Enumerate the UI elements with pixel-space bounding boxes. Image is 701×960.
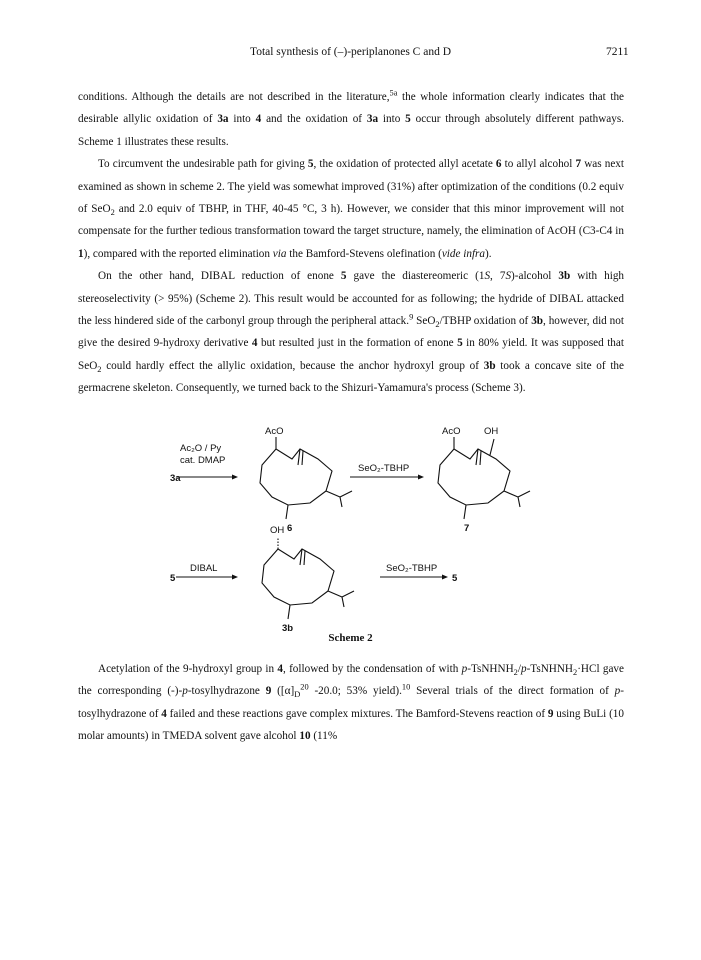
substituent-label: OH (270, 525, 285, 536)
paragraph-3: On the other hand, DIBAL reduction of enone 5 gave the diastereomeric (1S, 7S)-alcohol 3b with high stereoselectivity (> 95%) (Scheme 2). This result would be accounted for as following; the hydride of DIBAL attacked the less hindered side of the carbonyl group through the peripheral attack.$^9$ SeO$_2$/TBHP oxidation of 3b, however, did not give the desired 9-hydroxy derivative 4 but resulted just in the formation of enone 5 in 80% yield. It was supposed that SeO$_2$ could hardly effect the allylic oxidation, because the anchor hydroxyl group of 3b took a concave site of the germacrene skeleton. Consequently, we turned back to the Shizuri-Yamamura's process (Scheme 3). (78, 270, 625, 395)
compound-ref: 9 (265, 685, 272, 698)
page-number: 7211 (606, 46, 629, 58)
body-text (78, 86, 624, 400)
paragraph-2: To circumvent the undesirable path for giving 5, the oxidation of protected allyl acetate 6 to allyl alcohol 7 was next examined as shown in scheme 2. The yield was somewhat improved (31%) after optimization of the conditions (0.2 equiv of SeO$_2$ and 2.0 equiv of TBHP, in THF, 40-45 °C, 3 h). However, we consider that this minor improvement will not compensate for the further tedious transformation toward the target structure, namely, the elimination of AcOH (C3-C4 in 1), compared with the reported elimination via the Bamford-Stevens olefination (vide infra). (78, 158, 624, 260)
arrow-head (232, 575, 238, 580)
compound-ref: 5 (405, 113, 411, 126)
reaction-scheme (150, 419, 600, 649)
starting-compound-label: 5 (170, 573, 176, 584)
compound-ref: 3a (366, 113, 379, 126)
compound-ref: 3a (217, 113, 229, 126)
arrow-head (418, 475, 424, 480)
reference-superscript: 10 (401, 682, 411, 692)
compound-ref: 4 (277, 663, 283, 675)
compound-ref: 7 (575, 158, 582, 171)
body-text-continued (78, 658, 624, 748)
paragraph-4: Acetylation of the 9-hydroxyl group in 4, followed by the condensation of with p-TsNHNH$_2$/p-TsNHNH$_2$·HCl gave the corresponding (-)-p-tosylhydrazone 9 ($[\alpha]_D^{20}$ -20.0; 53% yield).$^{10}$ Several trials of the direct formation of p-tosylhydrazone of 4 failed and these reactions gave complex mixtures. The Bamford-Stevens reaction of 9 using BuLi (10 molar amounts) in TMEDA solvent gave alcohol 10 (11% (78, 663, 624, 743)
compound-ref: 4 (161, 707, 167, 720)
compound-ref: 9 (547, 707, 554, 720)
compound-ref: 10 (299, 730, 311, 743)
compound-ref: 3b (558, 270, 571, 283)
compound-ref: 3b (531, 315, 544, 328)
running-title: Total synthesis of (–)-periplanones C and D (249, 46, 452, 58)
compound-ref: 3b (483, 359, 496, 372)
compound-6-structure (260, 437, 352, 519)
paragraph-1: conditions. Although the details are not described in the literature,$^{5a}$ the whole information clearly indicates that the desirable allylic oxidation of 3a into 4 and the oxidation of 3a into 5 occur through absolutely different pathways. Scheme 1 illustrates these results. (78, 88, 625, 148)
compound-label: 3b (282, 623, 294, 634)
compound-ref: 4 (255, 113, 262, 126)
starting-compound-label: 3a (170, 473, 181, 484)
reference-superscript: 9 (409, 312, 414, 322)
compound-ref: 5 (307, 158, 314, 171)
scheme-caption: Scheme 2 (328, 632, 373, 644)
substituent-label: AcO (442, 426, 461, 437)
reagent-label: SeO₂-TBHP (358, 463, 410, 474)
arrow-head (442, 575, 448, 580)
compound-label: 7 (464, 523, 470, 534)
scheme-drawing (150, 419, 600, 649)
compound-3b-structure (262, 537, 354, 619)
compound-ref: 5 (340, 270, 347, 283)
arrow-head (232, 475, 238, 480)
reference-superscript: 5a (389, 88, 398, 98)
compound-ref: 5 (457, 337, 463, 350)
reagent-label: SeO₂-TBHP (386, 563, 438, 574)
compound-7-structure (438, 437, 530, 519)
product-compound-label: 5 (452, 573, 458, 584)
compound-ref: 4 (251, 337, 258, 350)
compound-ref: 1 (78, 247, 84, 260)
substituent-label: OH (484, 426, 499, 437)
reagent-label: cat. DMAP (180, 455, 226, 466)
reagent-label: DIBAL (190, 563, 218, 574)
page-header (0, 46, 701, 62)
compound-label: 6 (287, 523, 293, 534)
compound-ref: 6 (495, 158, 502, 171)
substituent-label: AcO (265, 426, 284, 437)
reagent-label: Ac₂O / Py (180, 443, 222, 454)
